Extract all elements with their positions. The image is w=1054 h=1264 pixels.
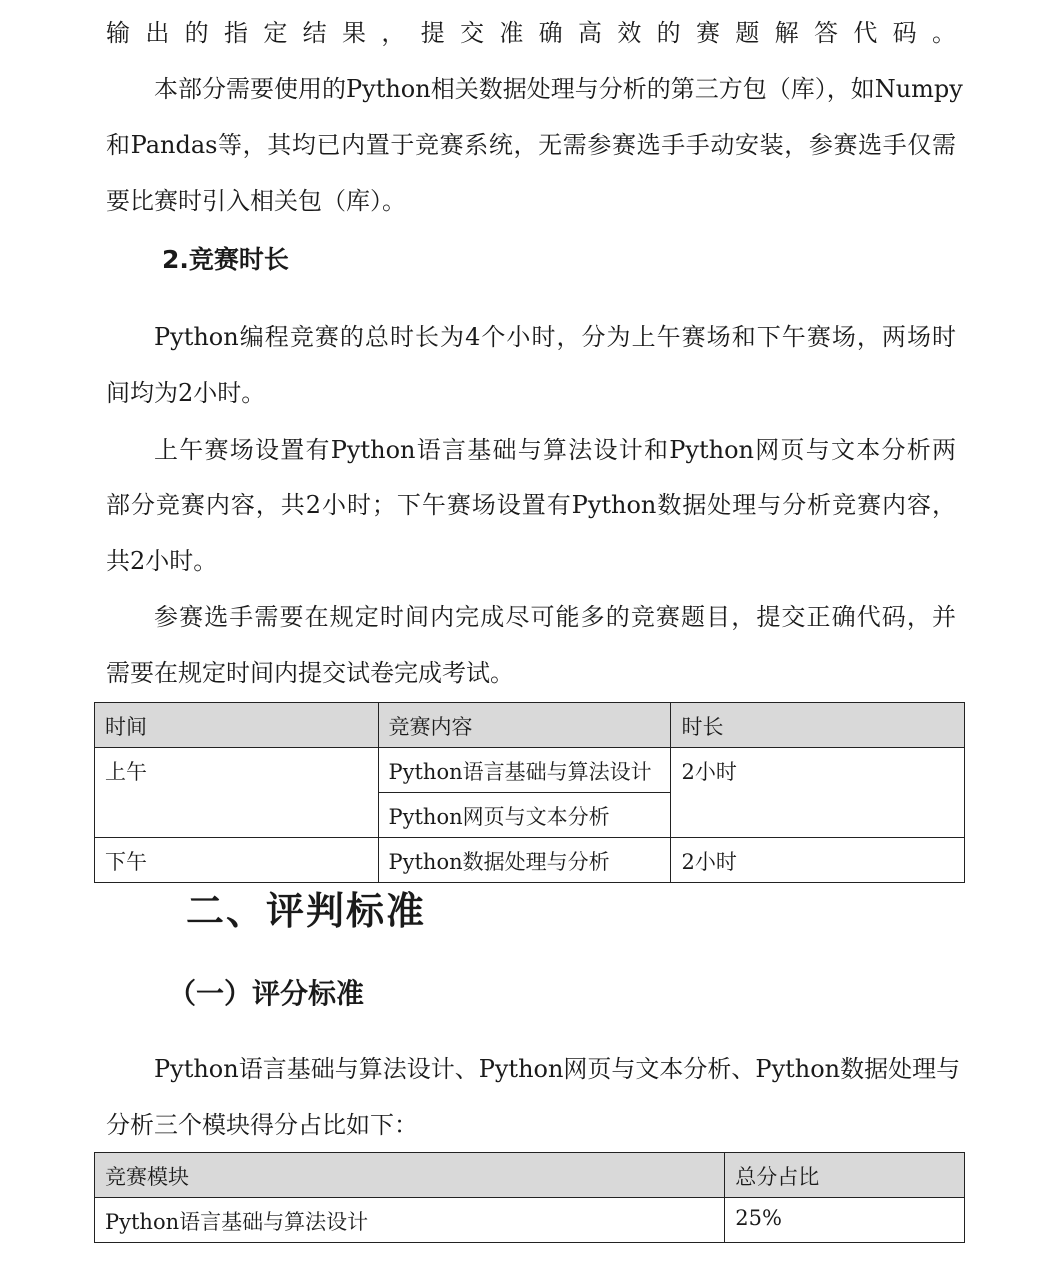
table-header-row (95, 1153, 965, 1198)
paragraph-line: 输出的指定结果，提交准确高效的赛题解答代码。 (106, 19, 956, 47)
chapter-heading: 二、评判标准 (186, 889, 427, 933)
table-header-cell: 竞赛内容 (378, 703, 671, 748)
table-header-cell: 时间 (95, 703, 379, 748)
table-header-cell: 总分占比 (725, 1153, 965, 1198)
table-header-cell: 时长 (671, 703, 965, 748)
time-cell: 下午 (95, 838, 379, 883)
table-row (95, 748, 965, 793)
paragraph-line: 需要在规定时间内提交试卷完成考试。 (106, 659, 514, 687)
paragraph-line: 要比赛时引入相关包（库）。 (106, 187, 406, 215)
paragraph-line: 和Pandas等，其均已内置于竞赛系统，无需参赛选手手动安装，参赛选手仅需 (106, 131, 956, 159)
table-row (95, 1198, 965, 1243)
subsection-heading: （一）评分标准 (168, 977, 365, 1010)
content-cell: Python网页与文本分析 (378, 793, 671, 838)
time-cell: 上午 (95, 748, 379, 838)
duration-cell: 2小时 (671, 748, 965, 838)
table-header-row (95, 703, 965, 748)
section-heading: 2.竞赛时长 (162, 245, 289, 274)
paragraph-line: 参赛选手需要在规定时间内完成尽可能多的竞赛题目，提交正确代码，并 (154, 603, 956, 631)
table-header-cell: 竞赛模块 (95, 1153, 725, 1198)
module-cell: Python语言基础与算法设计 (95, 1198, 725, 1243)
content-cell: Python语言基础与算法设计 (378, 748, 671, 793)
paragraph-line: 部分竞赛内容，共2小时；下午赛场设置有Python数据处理与分析竞赛内容， (106, 491, 956, 519)
duration-cell: 2小时 (671, 838, 965, 883)
table-row (95, 838, 965, 883)
paragraph-line: Python编程竞赛的总时长为4个小时，分为上午赛场和下午赛场，两场时 (154, 323, 956, 351)
paragraph-line: 间均为2小时。 (106, 379, 266, 407)
paragraph-line: 上午赛场设置有Python语言基础与算法设计和Python网页与文本分析两 (154, 436, 956, 464)
paragraph-line: 本部分需要使用的Python相关数据处理与分析的第三方包（库），如Numpy (154, 75, 963, 103)
ratio-cell: 25% (725, 1198, 965, 1243)
paragraph-line: 共2小时。 (106, 547, 218, 575)
content-cell: Python数据处理与分析 (378, 838, 671, 883)
score-table (94, 1152, 965, 1243)
schedule-table (94, 702, 965, 883)
paragraph-line: 分析三个模块得分占比如下： (106, 1111, 418, 1139)
paragraph-line: Python语言基础与算法设计、Python网页与文本分析、Python数据处理与 (154, 1055, 961, 1083)
